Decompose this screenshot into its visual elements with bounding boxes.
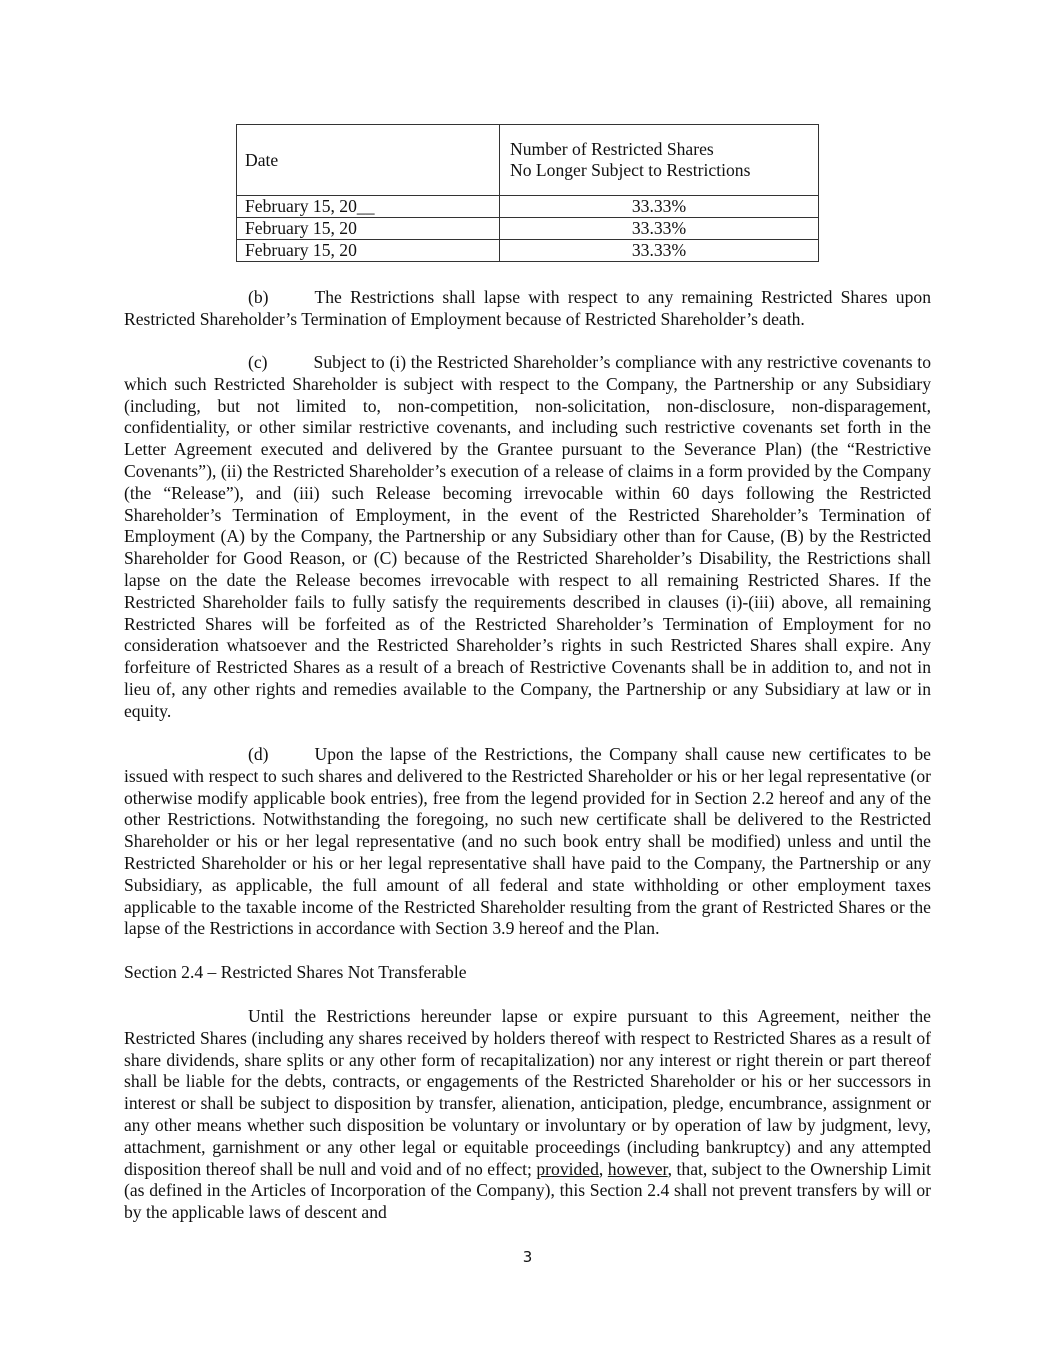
header-shares-line2: No Longer Subject to Restrictions (510, 160, 751, 180)
header-shares (500, 125, 819, 196)
row-percent: 33.33% (500, 218, 819, 240)
paragraph-c-text: Subject to (i) the Restricted Shareholder’s compliance with any restrictive covenants to which such Restricted Shareholder is subject with respect to the Company, the Partnership or any Subsidiary (including, but not limited to, non-competition, non-solicitation, non-disclosure, non-disparagement, confidentiality, or other similar restrictive covenants, and including such restrictive covenants set forth in the Letter Agreement executed and delivered by the Grantee pursuant to the Severance Plan) (the “Restrictive Covenants”), (ii) the Restricted Shareholder’s execution of a release of claims in a form provided by the Company (the “Release”), and (iii) such Release becoming irrevocable within 60 days following the Restricted Shareholder’s Termination of Employment, in the event of the Restricted Shareholder’s Termination of Employment (A) by the Company, the Partnership or any Subsidiary other than for Cause, (B) by the Restricted Shareholder for Good Reason, or (C) because of the Restricted Shareholder’s Disability, the Restrictions shall lapse on the date the Release becomes irrevocable with respect to all remaining Restricted Shares. If the Restricted Shareholder fails to fully satisfy the requirements described in clauses (i)-(iii) above, all remaining Restricted Shares will be forfeited as of the Restricted Shareholder’s Termination of Employment for no consideration whatsoever and the Restricted Shareholder’s rights in such Restricted Shares shall expire. Any forfeiture of Restricted Shares as a result of a breach of Restrictive Covenants shall be in addition to, and not in lieu of, any other rights and remedies available to the Company, the Partnership or any Subsidiary at law or in equity. (124, 352, 931, 721)
paragraph-c (124, 352, 931, 723)
table-header-row (237, 125, 819, 196)
table-row (237, 240, 819, 262)
row-percent: 33.33% (500, 196, 819, 218)
header-shares-line1: Number of Restricted Shares (510, 139, 714, 159)
section-2-4-text-before: Until the Restrictions hereunder lapse or expire pursuant to this Agreement, neither the Restricted Shares (including any shares received by holders thereof with respect to Restricted Shares as a result of share dividends, share splits or any other form of recapitalization) nor any interest or right therein or part thereof shall be liable for the debts, contracts, or engagements of the Restricted Shareholder or his or her successors in interest or shall be subject to disposition by transfer, alienation, anticipation, pledge, encumbrance, assignment or any other means whether such disposition be voluntary or involuntary or by operation of law by judgment, levy, attachment, garnishment or any other legal or equitable proceedings (including bankruptcy) and any attempted disposition thereof shall be null and void and of no effect; (124, 1006, 931, 1179)
comma: , (598, 1158, 608, 1179)
however-underlined: however (607, 1158, 668, 1179)
row-date: February 15, 20 (237, 218, 500, 240)
table-row (237, 218, 819, 240)
paragraph-d (124, 744, 931, 940)
header-date: Date (237, 125, 500, 196)
row-date: February 15, 20 (237, 240, 500, 262)
vesting-schedule-table (236, 124, 819, 262)
paragraph-b-text: The Restrictions shall lapse with respect to any remaining Restricted Shares upon Restricted Shareholder’s Termination of Employment because of Restricted Shareholder’s death. (124, 287, 931, 329)
table-row (237, 196, 819, 218)
row-date: February 15, 20__ (237, 196, 500, 218)
provided-underlined: provided (536, 1158, 599, 1179)
paragraph-b (124, 287, 931, 331)
paragraph-c-label: (c) (248, 352, 268, 372)
paragraph-b-label: (b) (248, 287, 269, 307)
section-2-4-heading (124, 962, 931, 984)
section-heading: Section 2.4 – Restricted Shares Not Transferable (124, 962, 467, 982)
paragraph-d-text: Upon the lapse of the Restrictions, the Company shall cause new certificates to be issued with respect to such shares and delivered to the Restricted Shareholder or his or her legal representative (or otherwise modify applicable book entries), free from the legend provided for in Section 2.2 hereof and any of the other Restrictions. Notwithstanding the foregoing, no such new certificate shall be delivered to the Restricted Shareholder or his or her legal representative (and no such book entry shall be modified) unless and until the Restricted Shareholder or his or her legal representative shall have paid to the Company, the Partnership or any Subsidiary, as applicable, the full amount of all federal and state withholding or other employment taxes applicable to the taxable income of the Restricted Shareholder resulting from the grant of Restricted Shares or the lapse of the Restrictions in accordance with Section 3.9 hereof and the Plan. (124, 744, 931, 939)
section-2-4-text-after: , that, subject to the Ownership Limit (as defined in the Articles of Incorporation of the Company), this Section 2.4 shall not prevent transfers by will or by the applicable laws of descent and (124, 1158, 931, 1223)
page-number: 3 (522, 1248, 533, 1266)
section-2-4-body (124, 1006, 931, 1224)
row-percent: 33.33% (500, 240, 819, 262)
paragraph-d-label: (d) (248, 744, 269, 764)
